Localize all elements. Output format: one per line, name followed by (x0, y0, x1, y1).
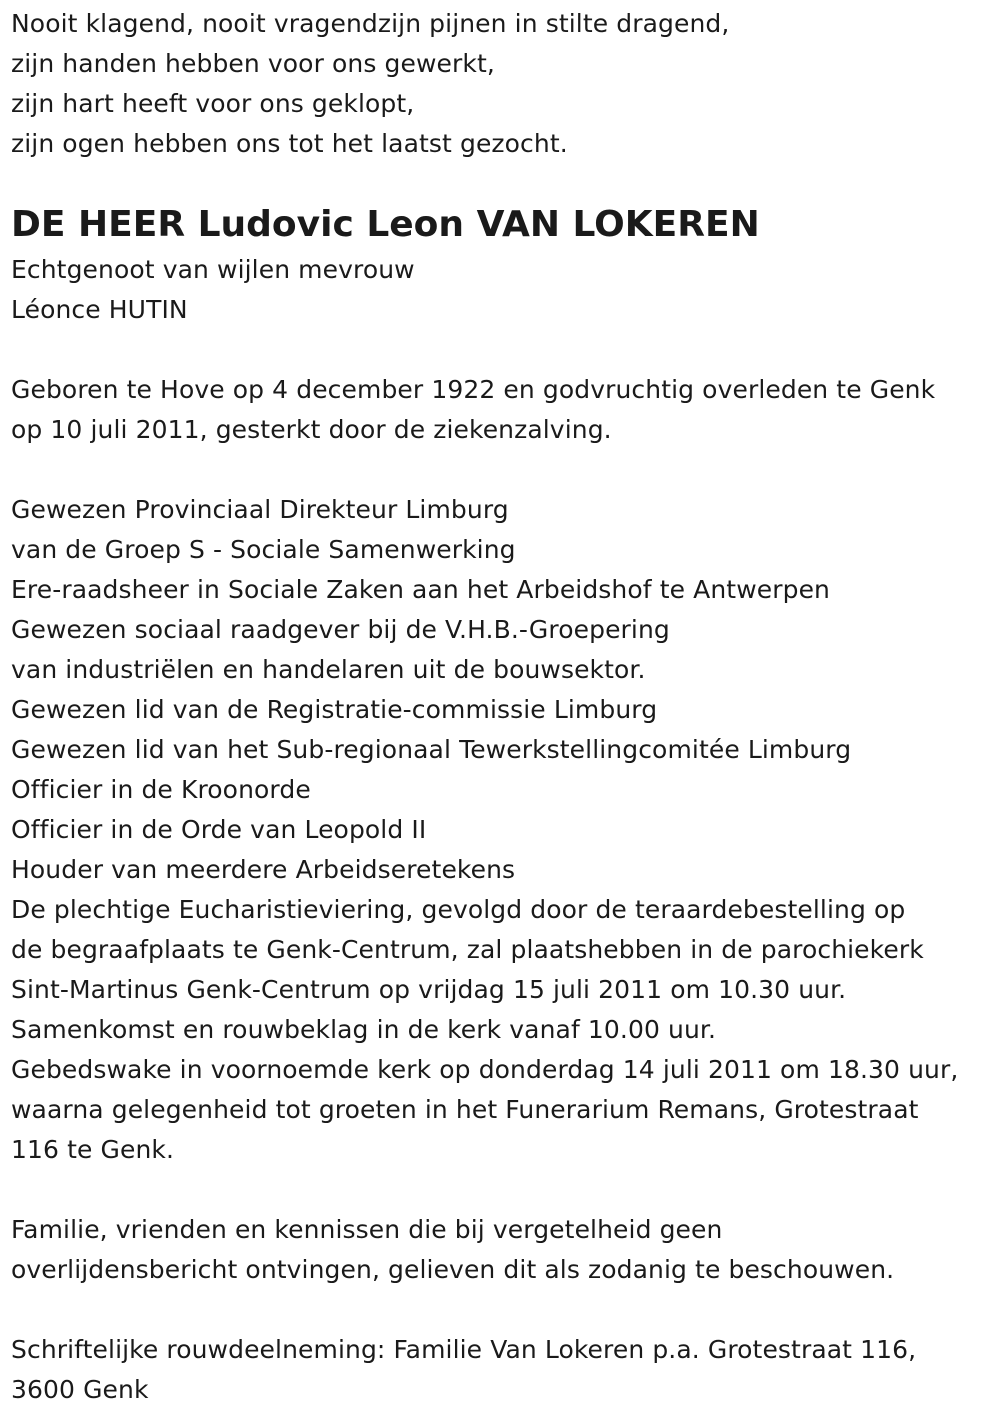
poem-line: Nooit klagend, nooit vragendzijn pijnen in stilte dragend, (11, 9, 730, 38)
poem (11, 4, 1000, 164)
poem-line: zijn handen hebben voor ons gewerkt, (11, 49, 495, 78)
paragraph-line: 116 te Genk. (11, 1135, 175, 1164)
paragraph-line: Geboren te Hove op 4 december 1922 en godvruchtig overleden te Genk (11, 375, 936, 404)
paragraph-line: Samenkomst en rouwbeklag in de kerk vanaf 10.00 uur. (11, 1015, 717, 1044)
condolence-address (11, 1330, 1000, 1410)
paragraph-line: De plechtige Eucharistieviering, gevolgd door de teraardebestelling op (11, 895, 906, 924)
spouse-name: Léonce HUTIN (11, 295, 188, 324)
paragraph-line: 3600 Genk (11, 1375, 149, 1404)
paragraph-line: overlijdensbericht ontvingen, gelieven dit als zodanig te beschouwen. (11, 1255, 895, 1284)
paragraph-line: Familie, vrienden en kennissen die bij vergetelheid geen (11, 1215, 723, 1244)
paragraph-line: van industriëlen en handelaren uit de bouwsektor. (11, 655, 646, 684)
poem-line: zijn hart heeft voor ons geklopt, (11, 89, 415, 118)
paragraph-line: waarna gelegenheid tot groeten in het Funerarium Remans, Grotestraat (11, 1095, 919, 1124)
spouse-info (11, 250, 1000, 330)
paragraph-line: Officier in de Orde van Leopold II (11, 815, 427, 844)
paragraph-line: op 10 juli 2011, gesterkt door de ziekenzalving. (11, 415, 612, 444)
paragraph-line: Officier in de Kroonorde (11, 775, 311, 804)
poem-line: zijn ogen hebben ons tot het laatst gezocht. (11, 129, 568, 158)
career-and-ceremony (11, 490, 1000, 1170)
paragraph-line: Gewezen lid van de Registratie-commissie Limburg (11, 695, 658, 724)
paragraph-line: Schriftelijke rouwdeelneming: Familie Van Lokeren p.a. Grotestraat 116, (11, 1335, 917, 1364)
deceased-name: DE HEER Ludovic Leon VAN LOKEREN (11, 204, 760, 245)
birth-death-paragraph (11, 370, 1000, 450)
paragraph-line: van de Groep S - Sociale Samenwerking (11, 535, 516, 564)
paragraph-line: Gewezen Provinciaal Direkteur Limburg (11, 495, 509, 524)
paragraph-line: de begraafplaats te Genk-Centrum, zal plaatshebben in de parochiekerk (11, 935, 924, 964)
family-notice (11, 1210, 1000, 1290)
spouse-line: Echtgenoot van wijlen mevrouw (11, 255, 415, 284)
paragraph-line: Houder van meerdere Arbeidseretekens (11, 855, 516, 884)
paragraph-line: Sint-Martinus Genk-Centrum op vrijdag 15 juli 2011 om 10.30 uur. (11, 975, 847, 1004)
paragraph-line: Gewezen lid van het Sub-regionaal Tewerkstellingcomitée Limburg (11, 735, 852, 764)
paragraph-line: Ere-raadsheer in Sociale Zaken aan het Arbeidshof te Antwerpen (11, 575, 831, 604)
paragraph-line: Gebedswake in voornoemde kerk op donderdag 14 juli 2011 om 18.30 uur, (11, 1055, 959, 1084)
paragraph-line: Gewezen sociaal raadgever bij de V.H.B.-Groepering (11, 615, 670, 644)
